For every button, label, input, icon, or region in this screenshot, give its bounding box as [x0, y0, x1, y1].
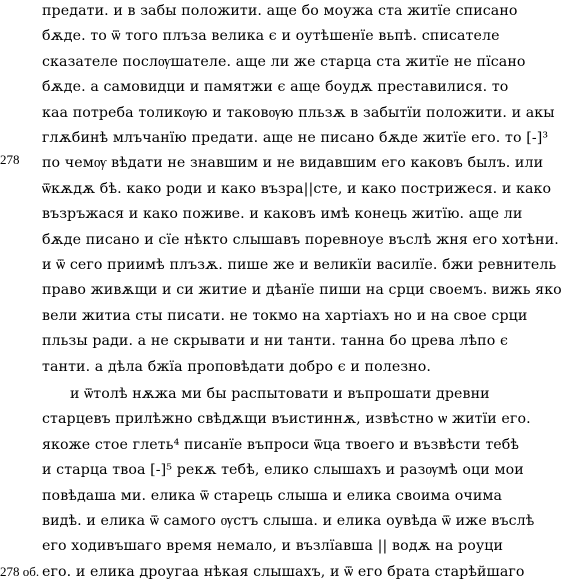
folio-number: 278	[0, 152, 20, 167]
text-line: пльзы ради. а не скрывати и ни танти. танна бо цревa лѣпо є	[42, 333, 508, 350]
text-line: якоже стое глеть⁴ писанїе въпроси ѿца твоего и възвѣсти тебѣ	[42, 436, 520, 453]
text-line: глѫбинѣ млъчанїю предати. аще не писано бѫде житїе его. то [-]³	[42, 130, 549, 146]
text-line: и ѿ сего приимѣ плъзѫ. пише же и великїи василїе. бжи ревнитель	[42, 257, 557, 273]
text-line: и ѿтолѣ нѫжа ми бы распытовати и въпрошати древни	[70, 386, 490, 402]
text-line: бѫде писано и сїе нѣкто слышавъ поревноуе въслѣ жня его хотѣни.	[42, 231, 559, 248]
text-line: видѣ. и елика ѿ самого ѹстъ слыша. и елика оувѣда ѿ иже въслѣ	[42, 513, 535, 529]
text-line: танти. а дѣла бжїа проповѣдати добро є и полезно.	[42, 358, 431, 375]
text-line: повѣдаша ми. елика ѿ старець слыша и елика своима очима	[42, 487, 503, 504]
text-line: сказателе послѹшателе. аще ли же старца ста житїе не пїсано	[42, 53, 526, 70]
text-line: и старца твоа [-]⁵ рекѫ тебѣ, елико слышахъ и разѹмѣ оци мои	[42, 462, 524, 479]
text-line: възръжася и како поживе. и каковъ имѣ конець житїю. аще ли	[42, 206, 523, 223]
text-line: старцевъ прилѣжно свѣдѫщи въистиннѫ, извѣстно ѡ житїи его.	[42, 411, 531, 428]
text-line: вели житиа сты писати. не токмо на хартiахъ но и на своe срци	[42, 307, 528, 324]
text-line: право живѫщи и си житие и дѣанїе пиши на срци своемъ. вижь якo	[42, 282, 562, 299]
text-line: бѫде. а самовидци и памятжи є аще боудѫ преставилися. то	[42, 79, 509, 96]
text-line: его. и елика дроугаа нѣкая слышахъ, и ѿ его брата старѣйшаго	[42, 563, 525, 580]
text-line: по чемѹ вѣдати не знавшим и не видавшим его каковъ былъ. или	[42, 155, 544, 172]
text-line: бѫде. то ѿ того плъза велика є и оутѣшенїе вьпѣ. списателе	[42, 28, 500, 45]
text-line: ѿкѫдѫ бѣ. како роди и како възра||сте, и како пострижеся. и како	[42, 180, 552, 197]
folio-number: 278 об.	[0, 564, 40, 579]
text-line: его ходивъшаго время немало, и възлїавша || водѫ на роуци	[42, 538, 504, 555]
text-line: каа потреба толикѹю и таковѹю пльзѫ в забытїи положити. и акы	[42, 104, 555, 121]
text-line: предати. и в забы положити. аще бо моужа ста житїе списано	[42, 3, 518, 19]
